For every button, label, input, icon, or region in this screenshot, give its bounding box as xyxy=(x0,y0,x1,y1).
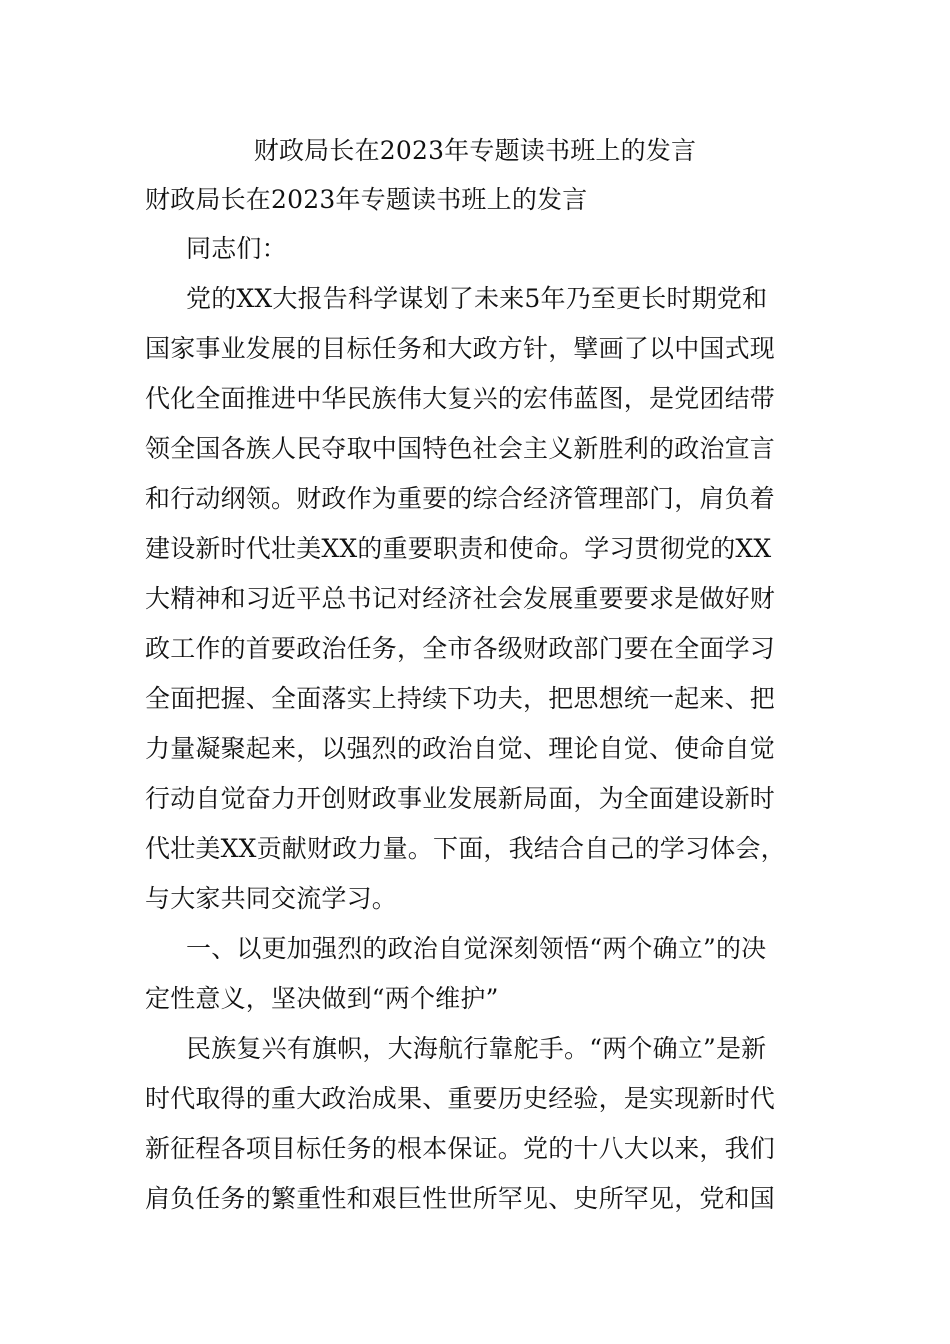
text-line: 党的XX大报告科学谋划了未来5年乃至更长时期党和 xyxy=(186,284,768,313)
text-line: 民族复兴有旗帜，大海航行靠舵手。“两个确立”是新 xyxy=(186,1034,767,1063)
text-line: 和行动纲领。财政作为重要的综合经济管理部门，肩负着 xyxy=(145,484,776,513)
salutation: 同志们： xyxy=(186,234,287,263)
text-line: 建设新时代壮美XX的重要职责和使命。学习贯彻党的XX xyxy=(145,534,772,563)
text-line: 代壮美XX贡献财政力量。下面，我结合自己的学习体会， xyxy=(145,834,786,863)
text-line: 国家事业发展的目标任务和大政方针，擘画了以中国式现 xyxy=(145,334,776,363)
text-line: 力量凝聚起来，以强烈的政治自觉、理论自觉、使命自觉 xyxy=(145,734,776,763)
text-line: 与大家共同交流学习。 xyxy=(145,884,398,913)
document-title-centered: 财政局长在2023年专题读书班上的发言 xyxy=(253,136,697,165)
text-line: 行动自觉奋力开创财政事业发展新局面，为全面建设新时 xyxy=(145,784,776,813)
text-line: 新征程各项目标任务的根本保证。党的十八大以来，我们 xyxy=(145,1134,776,1163)
text-line: 大精神和习近平总书记对经济社会发展重要要求是做好财 xyxy=(145,584,776,613)
text-line: 政工作的首要政治任务，全市各级财政部门要在全面学习 xyxy=(145,634,776,663)
text-line: 肩负任务的繁重性和艰巨性世所罕见、史所罕见，党和国 xyxy=(145,1184,776,1213)
document-title: 财政局长在2023年专题读书班上的发言 xyxy=(145,185,588,214)
text-line: 时代取得的重大政治成果、重要历史经验，是实现新时代 xyxy=(145,1084,776,1113)
text-line: 代化全面推进中华民族伟大复兴的宏伟蓝图，是党团结带 xyxy=(145,384,776,413)
heading-line: 一、以更加强烈的政治自觉深刻领悟“两个确立”的决 xyxy=(186,934,767,963)
heading-line: 定性意义，坚决做到“两个维护” xyxy=(145,984,499,1013)
text-line: 领全国各族人民夺取中国特色社会主义新胜利的政治宣言 xyxy=(145,434,776,463)
text-line: 全面把握、全面落实上持续下功夫，把思想统一起来、把 xyxy=(145,684,776,713)
